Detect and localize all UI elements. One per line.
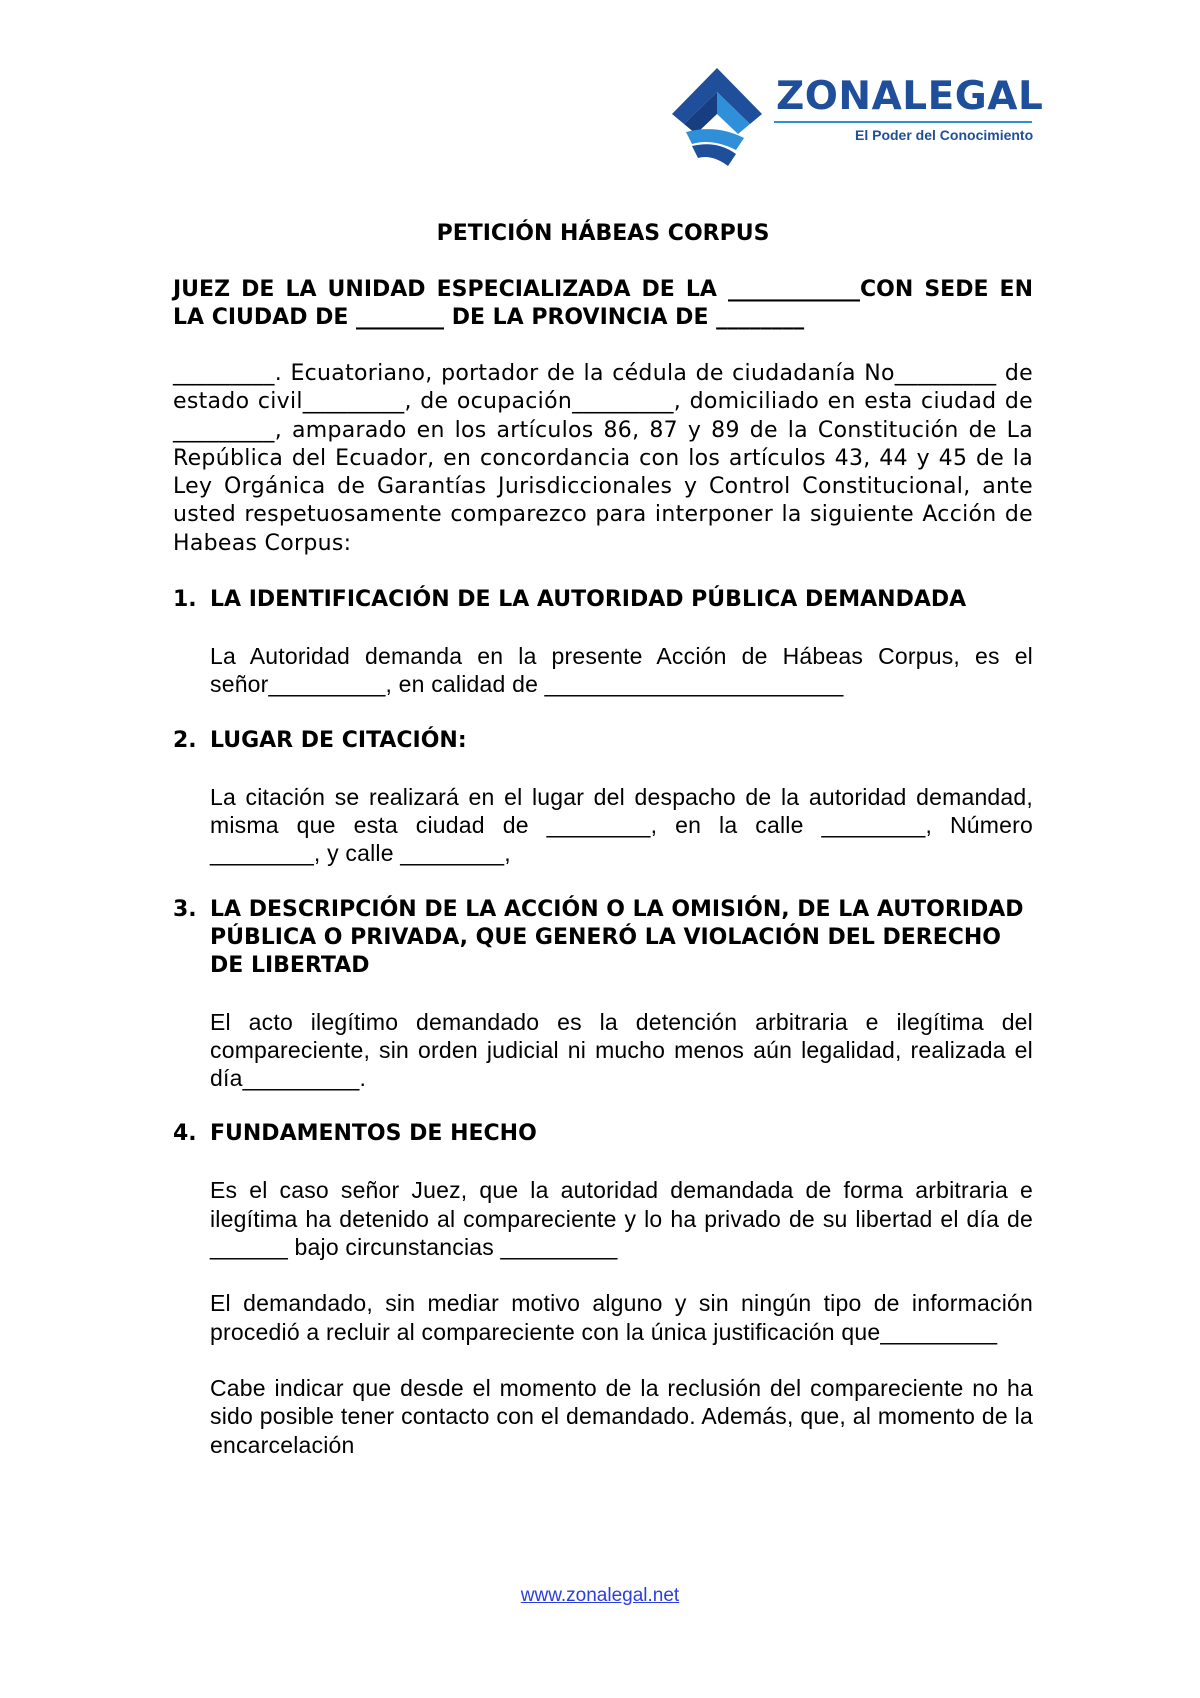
section-paragraph: La Autoridad demanda en la presente Acción de Hábeas Corpus, es el señor_________, en calidad de _______________________ — [210, 643, 1033, 698]
brand-divider — [774, 121, 1032, 123]
section-number: 3. — [173, 896, 197, 922]
section-paragraph: Cabe indicar que desde el momento de la reclusión del compareciente no ha sido posible tener contacto con el demandado. Además, que, al momento de la encarcelación — [210, 1374, 1033, 1458]
brand-tagline: El Poder del Conocimiento — [855, 127, 1034, 143]
document-body — [173, 220, 1033, 1487]
section-4 — [173, 1120, 1033, 1458]
addressee-heading: JUEZ DE LA UNIDAD ESPECIALIZADA DE LA ____________CON SEDE EN LA CIUDAD DE ________ DE LA PROVINCIA DE ________ — [173, 277, 1033, 330]
section-3 — [173, 896, 1033, 1093]
section-number: 4. — [173, 1121, 197, 1147]
section-title: FUNDAMENTOS DE HECHO — [210, 1121, 537, 1147]
page-footer — [0, 1585, 1200, 1607]
section-title: LA IDENTIFICACIÓN DE LA AUTORIDAD PÚBLICA DEMANDADA — [210, 587, 967, 613]
section-paragraph: La citación se realizará en el lugar del despacho de la autoridad demandad, misma que esta ciudad de ________, en la calle ________, Número ________, y calle ________, — [210, 783, 1033, 867]
intro-paragraph: _________. Ecuatoriano, portador de la cédula de ciudadanía No_________ de estado civil_________, de ocupación_________, domiciliado en esta ciudad de _________, amparado en los artículos 86, 87 y 89 de la Constitución de La República del Ecuador, en concordancia con los artículos 43, 44 y 45 de la Ley Orgánica de Garantías Jurisdiccionales y Control Constitucional, ante usted respetuosamente comparezco para interponer la siguiente Acción de Habeas Corpus: — [173, 361, 1033, 556]
website-link[interactable]: www.zonalegal.net — [520, 1585, 680, 1606]
section-heading — [173, 727, 1033, 755]
section-paragraph: El acto ilegítimo demandado es la detención arbitraria e ilegítima del compareciente, sin orden judicial ni mucho menos aún legalidad, realizada el día_________. — [210, 1008, 1033, 1092]
section-2 — [173, 727, 1033, 868]
zonalegal-logo — [662, 66, 1042, 176]
brand-name: ZONALEGAL — [776, 74, 1044, 119]
section-number: 1. — [173, 587, 197, 613]
logo-mark-icon — [662, 66, 772, 176]
section-paragraph: El demandado, sin mediar motivo alguno y sin ningún tipo de información procedió a recluir al compareciente con la única justificación que_________ — [210, 1290, 1033, 1345]
section-heading — [173, 586, 1033, 614]
section-1 — [173, 586, 1033, 699]
section-title: LA DESCRIPCIÓN DE LA ACCIÓN O LA OMISIÓN, DE LA AUTORIDAD PÚBLICA O PRIVADA, QUE GENERÓ LA VIOLACIÓN DEL DERECHO DE LIBERTAD — [210, 896, 1024, 978]
section-paragraph: Es el caso señor Juez, que la autoridad demandada de forma arbitraria e ilegítima ha detenido al compareciente y lo ha privado de su libertad el día de ______ bajo circunstancias _________ — [210, 1177, 1033, 1261]
section-number: 2. — [173, 727, 197, 753]
document-title: PETICIÓN HÁBEAS CORPUS — [436, 221, 770, 246]
section-heading — [173, 1120, 1033, 1148]
section-heading — [173, 896, 1033, 980]
section-title: LUGAR DE CITACIÓN: — [210, 727, 467, 753]
